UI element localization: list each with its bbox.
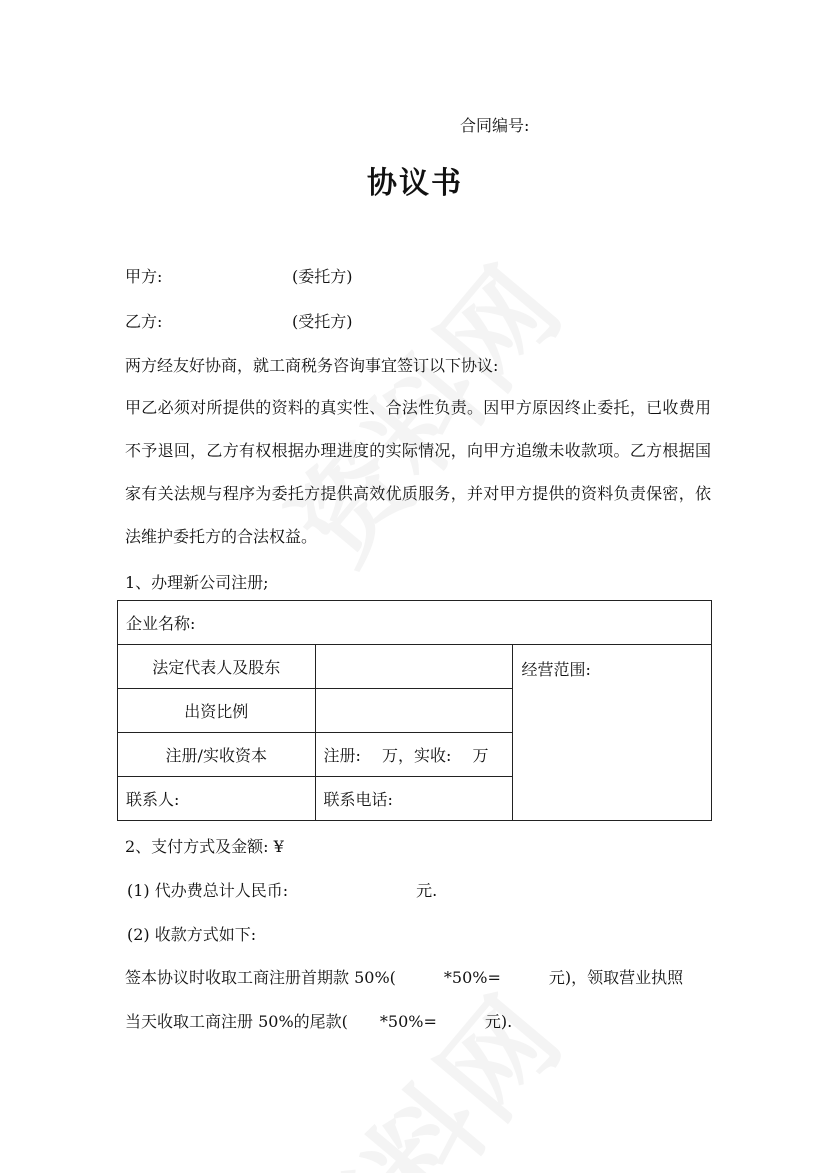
- table-row: [118, 645, 712, 689]
- capital-ratio-value: [315, 689, 513, 733]
- company-name-cell: 企业名称:: [118, 601, 712, 645]
- party-b-role: (受托方): [292, 312, 353, 331]
- table-row: [118, 601, 712, 645]
- fee-total-line: (1) 代办费总计人民币: 元.: [127, 881, 438, 900]
- contact-phone-cell: 联系电话:: [315, 777, 513, 821]
- party-a-role: (委托方): [292, 267, 353, 286]
- capital-label: 注册/实收资本: [118, 733, 316, 777]
- registration-table: [117, 600, 712, 821]
- first-payment-line: 签本协议时收取工商注册首期款 50%( *50%= 元)，领取营业执照: [125, 968, 684, 987]
- business-scope-cell: 经营范围:: [513, 645, 712, 821]
- legal-rep-label: 法定代表人及股东: [118, 645, 316, 689]
- intro-text: 两方经友好协商，就工商税务咨询事宜签订以下协议:: [125, 356, 499, 375]
- capital-value: 注册: 万，实收: 万: [315, 733, 513, 777]
- payment-method-label: (2) 收款方式如下:: [127, 925, 257, 944]
- watermark: [251, 957, 592, 1173]
- party-b-label: 乙方:: [125, 312, 163, 331]
- item-1-heading: 1、办理新公司注册;: [125, 573, 269, 592]
- document-title: 协议书: [367, 166, 463, 201]
- final-payment-line: 当天收取工商注册 50%的尾款( *50%= 元).: [125, 1012, 513, 1031]
- contract-number-label: 合同编号:: [460, 116, 530, 135]
- terms-paragraph: 甲乙必须对所提供的资料的真实性、合法性负责。因甲方原因终止委托，已收费用不予退回，乙方有权根据办理进度的实际情况，向甲方追缴未收款项。乙方根据国家有关法规与程序为委托方提供高效优质服务，并对甲方提供的资料负责保密，依法维护委托方的合法权益。: [125, 398, 711, 546]
- capital-ratio-label: 出资比例: [118, 689, 316, 733]
- party-a-label: 甲方:: [125, 267, 163, 286]
- item-2-heading: 2、支付方式及金额: ¥: [125, 837, 284, 856]
- contact-person-cell: 联系人:: [118, 777, 316, 821]
- legal-rep-value: [315, 645, 513, 689]
